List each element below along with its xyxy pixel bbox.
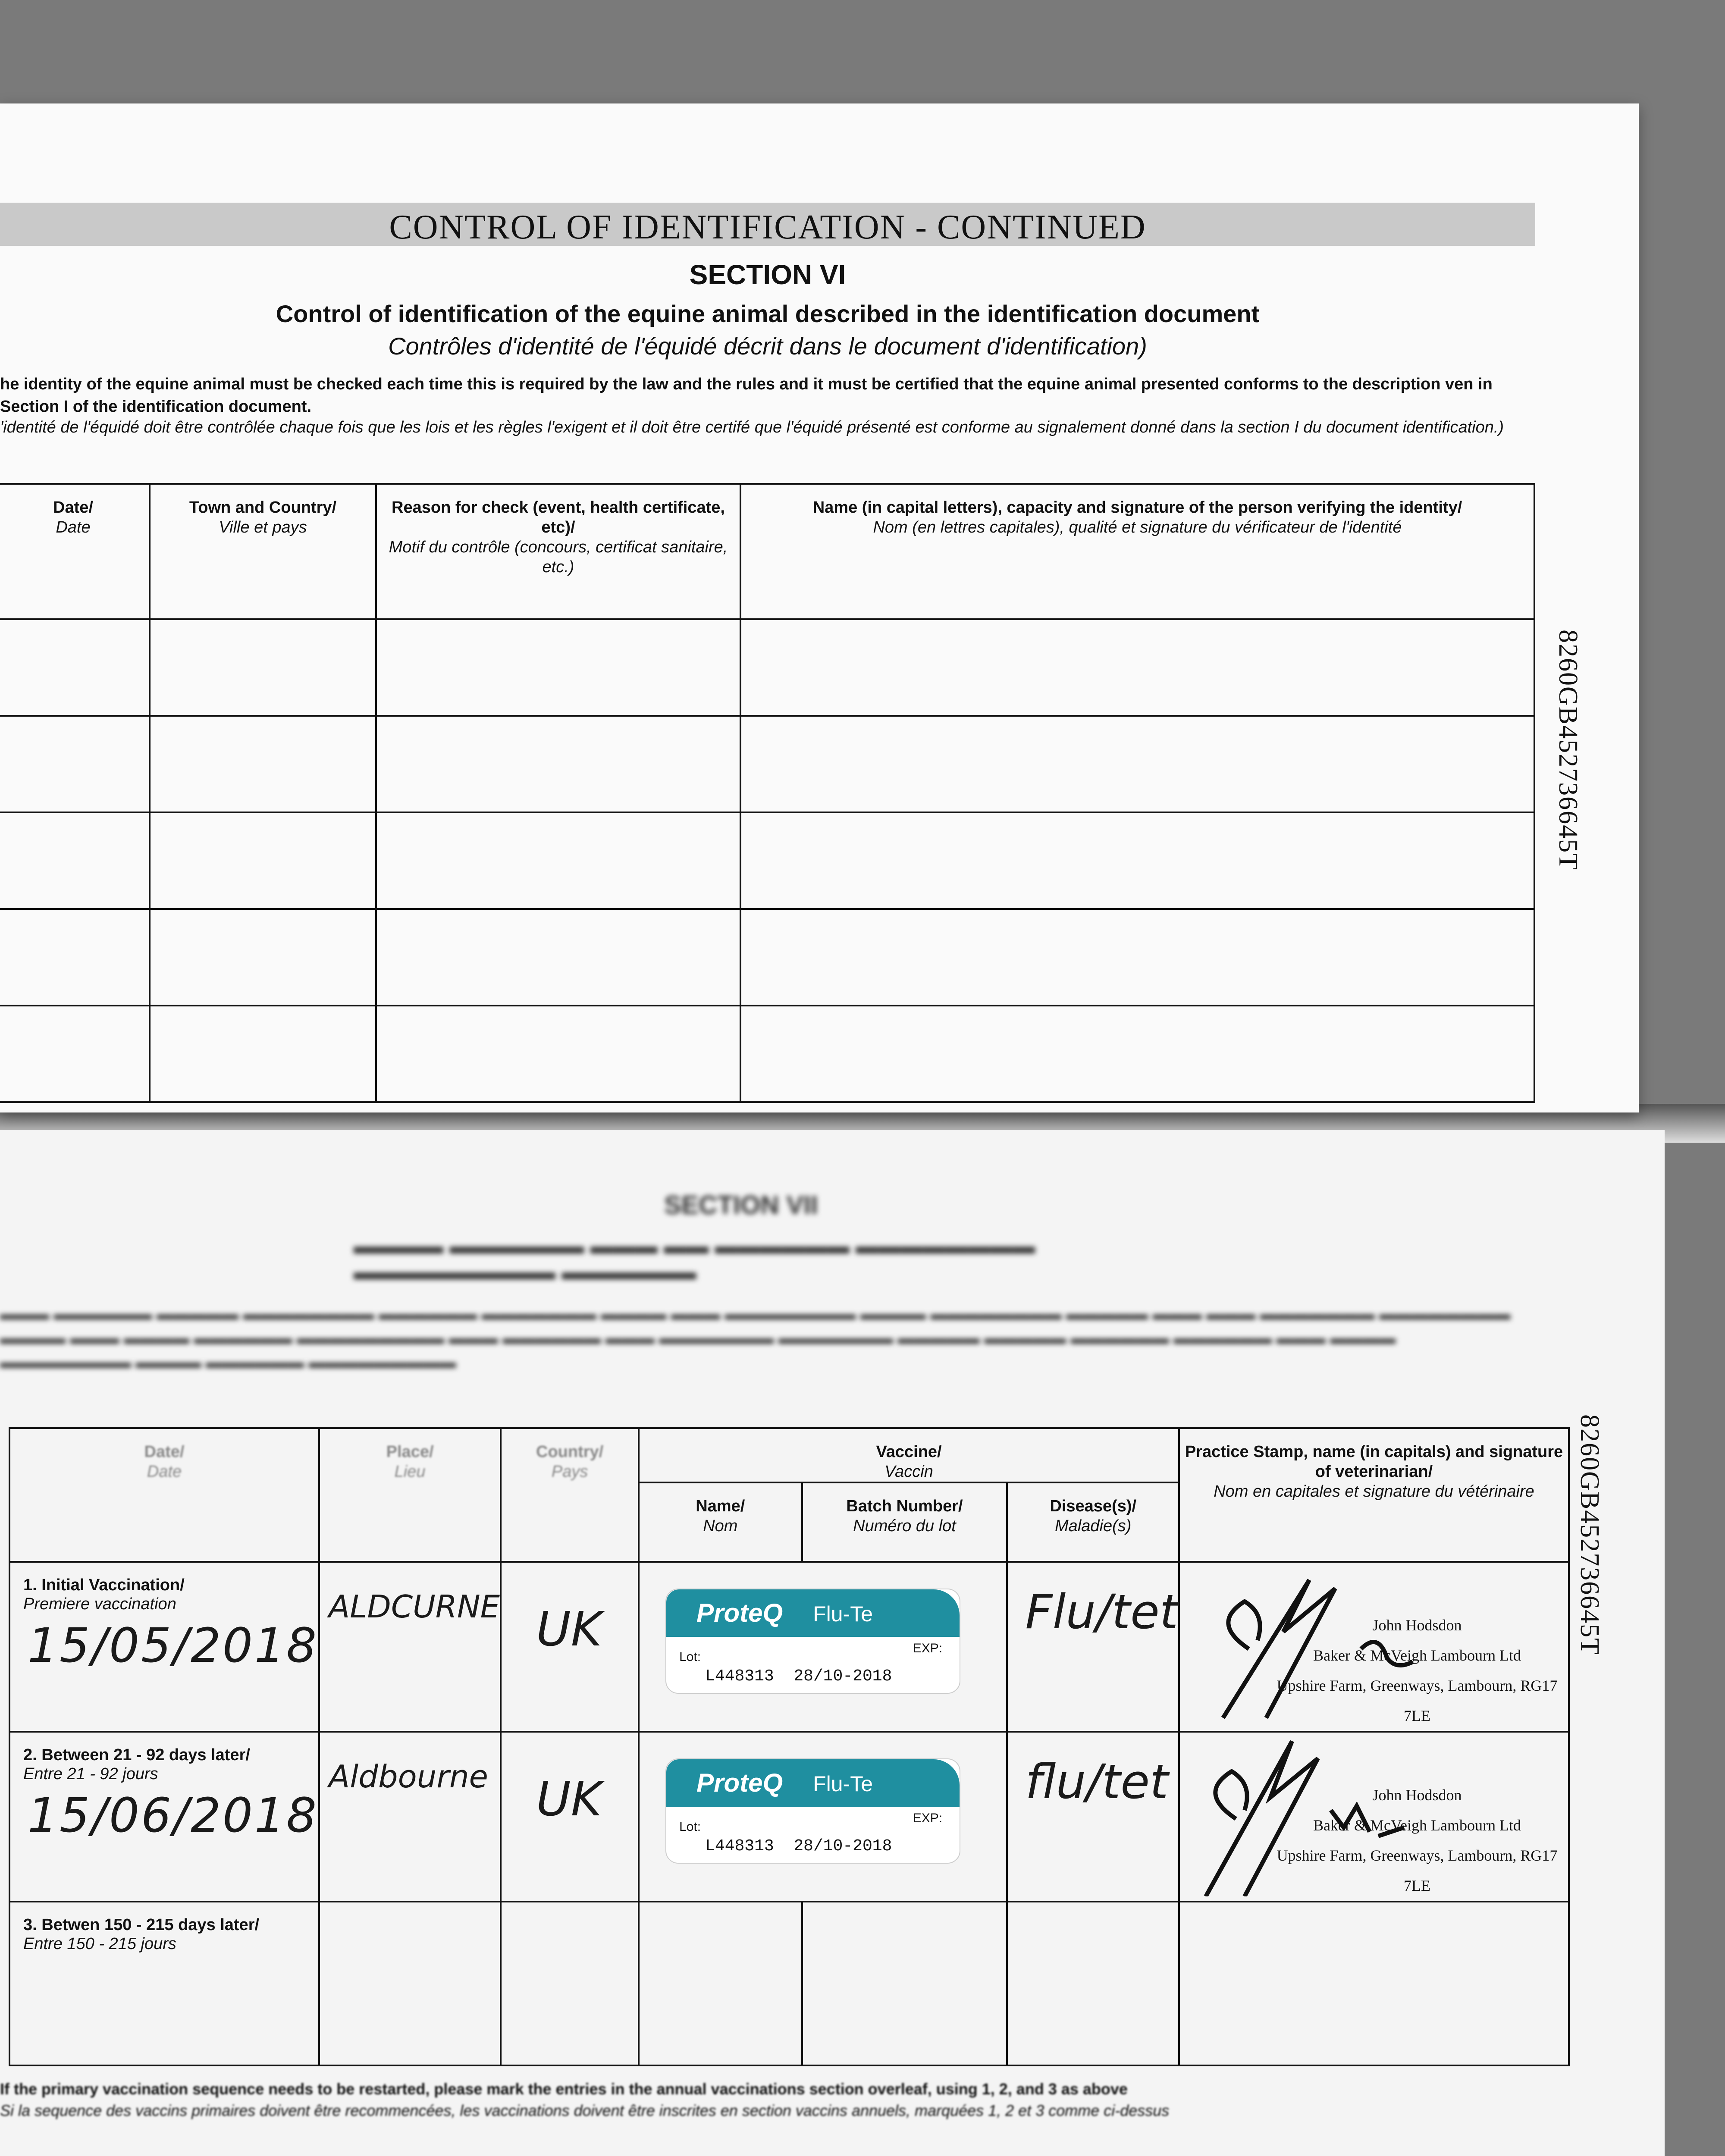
- bottom-page: [0, 1130, 1665, 2156]
- handwritten-date: 15/06/2018: [28, 1788, 319, 1843]
- col-town: Town and Country/ Ville et pays: [150, 484, 376, 619]
- practice-stamp: John Hodsdon Baker & McVeigh Lambourn Ltd Upshire Farm, Greenways, Lambourn, RG17 7LE: [1276, 1786, 1558, 1894]
- col-vaccine-name: Name/ Nom: [639, 1482, 802, 1562]
- handwritten-disease: Flu/tet: [1025, 1584, 1178, 1639]
- vet-cell: [1179, 1562, 1569, 1732]
- col-date: Date/ Date: [9, 1428, 319, 1562]
- table-row: [9, 1732, 1569, 1902]
- vet-cell: [1179, 1732, 1569, 1902]
- identity-check-table: [0, 483, 1535, 1103]
- handwritten-country: UK: [536, 1601, 602, 1657]
- footnote: If the primary vaccination sequence needs to be restarted, please mark the entries in the annual vaccinations section overleaf, using 1, 2, and 3 as above Si la sequence des vaccins primaires doivent être recommencées, les vaccinations doivent être inscrites en section vaccins annuels, marquées 1, 2 et 3 comme ci-dessus: [0, 2080, 1170, 2119]
- row-date-cell: 1. Initial Vaccination/ Premiere vaccination 15/05/2018: [9, 1562, 319, 1732]
- vaccine-sticker-cell: [639, 1562, 1007, 1732]
- vaccine-sticker-cell: [639, 1732, 1007, 1902]
- row-date-cell: 2. Between 21 - 92 days later/ Entre 21 - 92 jours 15/06/2018: [9, 1732, 319, 1902]
- subtitle-en: Control of identification of the equine animal described in the identification document: [276, 300, 1260, 327]
- sticker-exp-label: EXP:: [913, 1811, 943, 1825]
- section-title: SECTION VI: [689, 259, 846, 290]
- banner-title: CONTROL OF IDENTIFICATION - CONTINUED: [389, 208, 1146, 246]
- col-vaccine: Vaccine/ Vaccin: [639, 1428, 1179, 1482]
- handwritten-place: ALDCURNE: [329, 1589, 500, 1625]
- sticker-lot-label: Lot:: [679, 1820, 701, 1834]
- handwritten-disease: flu/tet: [1025, 1754, 1169, 1809]
- blurred-section-title: SECTION VII: [664, 1191, 818, 1219]
- sticker-brand: ProteQ: [696, 1598, 783, 1627]
- vet-signature: [1189, 1733, 1413, 1896]
- table-row: [0, 619, 1534, 716]
- disease-cell: [1007, 1562, 1179, 1732]
- vet-signature: [1197, 1563, 1421, 1727]
- handwritten-country: UK: [536, 1771, 602, 1827]
- col-reason: Reason for check (event, health certificate, etc)/ Motif du contrôle (concours, certificat sanitaire, etc.): [376, 484, 740, 619]
- practice-stamp: John Hodsdon Baker & McVeigh Lambourn Ltd Upshire Farm, Greenways, Lambourn, RG17 7LE: [1276, 1617, 1558, 1724]
- passport-number: 8260GB452736645T: [1553, 630, 1583, 871]
- country-cell: [501, 1562, 639, 1732]
- sticker-brand: ProteQ: [696, 1768, 783, 1797]
- table-row: [9, 1902, 1569, 2065]
- intro-en: he identity of the equine animal must be checked each time this is required by the law and the rules and it must be certified that the equine animal presented conforms to the description ven in Section I of the identification document.: [0, 375, 1493, 416]
- sticker-lot: L448313: [705, 1837, 774, 1855]
- sticker-product: Flu-Te: [813, 1772, 873, 1796]
- blurred-subtitle: ▬▬▬▬ ▬▬▬▬▬▬ ▬▬▬ ▬▬ ▬▬▬▬▬▬ ▬▬▬▬▬▬▬▬ ▬▬▬▬▬▬▬▬▬ ▬▬▬▬▬▬: [354, 1234, 1035, 1285]
- table-row: [0, 909, 1534, 1006]
- vaccine-sticker: [665, 1589, 960, 1694]
- handwritten-place: Aldbourne: [329, 1758, 488, 1795]
- col-verifier: Name (in capital letters), capacity and signature of the person verifying the identity/ Nom (en lettres capitales), qualité et signature du vérificateur de l'identité: [740, 484, 1534, 619]
- col-batch: Batch Number/ Numéro du lot: [802, 1482, 1007, 1562]
- place-cell: [319, 1562, 501, 1732]
- subtitle-fr: Contrôles d'identité de l'équidé décrit dans le document d'identification): [388, 332, 1147, 360]
- sticker-exp: 28/10-2018: [794, 1837, 892, 1855]
- top-page: [0, 103, 1639, 1112]
- disease-cell: [1007, 1732, 1179, 1902]
- place-cell: [319, 1732, 501, 1902]
- passport-number: 8260GB452736645T: [1575, 1414, 1604, 1655]
- col-disease: Disease(s)/ Maladie(s): [1007, 1482, 1179, 1562]
- vaccine-sticker: [665, 1758, 960, 1864]
- sticker-lot-label: Lot:: [679, 1650, 701, 1664]
- col-country: Country/ Pays: [501, 1428, 639, 1562]
- handwritten-date: 15/05/2018: [28, 1618, 319, 1673]
- row-date-cell: 3. Betwen 150 - 215 days later/ Entre 150 - 215 jours: [9, 1902, 319, 2065]
- sticker-product: Flu-Te: [813, 1602, 873, 1626]
- sticker-lot: L448313: [705, 1667, 774, 1686]
- col-vet: Practice Stamp, name (in capitals) and signature of veterinarian/ Nom en capitales et signature du vétérinaire: [1179, 1428, 1569, 1562]
- table-row: [0, 812, 1534, 909]
- table-row: [0, 1006, 1534, 1102]
- col-place: Place/ Lieu: [319, 1428, 501, 1562]
- intro-fr: 'identité de l'équidé doit être contrôlée chaque fois que les lois et les règles l'exigent et il doit être certifé que l'équidé présenté est conforme au signalement donné dans la section I du document identification.): [0, 418, 1504, 436]
- sticker-exp-label: EXP:: [913, 1641, 943, 1655]
- vaccination-table: [9, 1427, 1570, 2066]
- table-row: [9, 1562, 1569, 1732]
- table-row: [0, 716, 1534, 812]
- blurred-paragraph: ▬▬▬ ▬▬▬▬▬▬ ▬▬▬▬▬ ▬▬▬▬▬▬▬▬ ▬▬▬▬▬▬ ▬▬▬▬▬▬▬ ▬▬▬▬ ▬▬▬ ▬▬▬▬▬▬▬▬ ▬▬▬▬ ▬▬▬▬▬▬▬▬ ▬▬▬▬▬ ▬▬▬ ▬▬▬ ▬▬▬▬▬▬▬ ▬▬▬▬▬▬▬▬ ▬▬▬▬ ▬▬▬ ▬▬▬▬ ▬▬▬▬▬▬ ▬▬▬▬▬▬▬▬▬ ▬▬▬ ▬▬▬▬▬▬ ▬▬▬ ▬▬▬▬▬▬▬ ▬▬▬▬▬▬▬ ▬▬▬▬▬ ▬▬▬▬▬ ▬▬▬▬▬▬ ▬▬▬▬▬▬ ▬▬▬ ▬▬▬▬ ▬▬▬▬▬▬▬▬ ▬▬▬▬ ▬▬▬▬▬▬ ▬▬▬▬▬▬▬▬▬: [0, 1305, 1511, 1372]
- col-date: Date/ Date: [0, 484, 150, 619]
- sticker-exp: 28/10-2018: [794, 1667, 892, 1686]
- country-cell: [501, 1732, 639, 1902]
